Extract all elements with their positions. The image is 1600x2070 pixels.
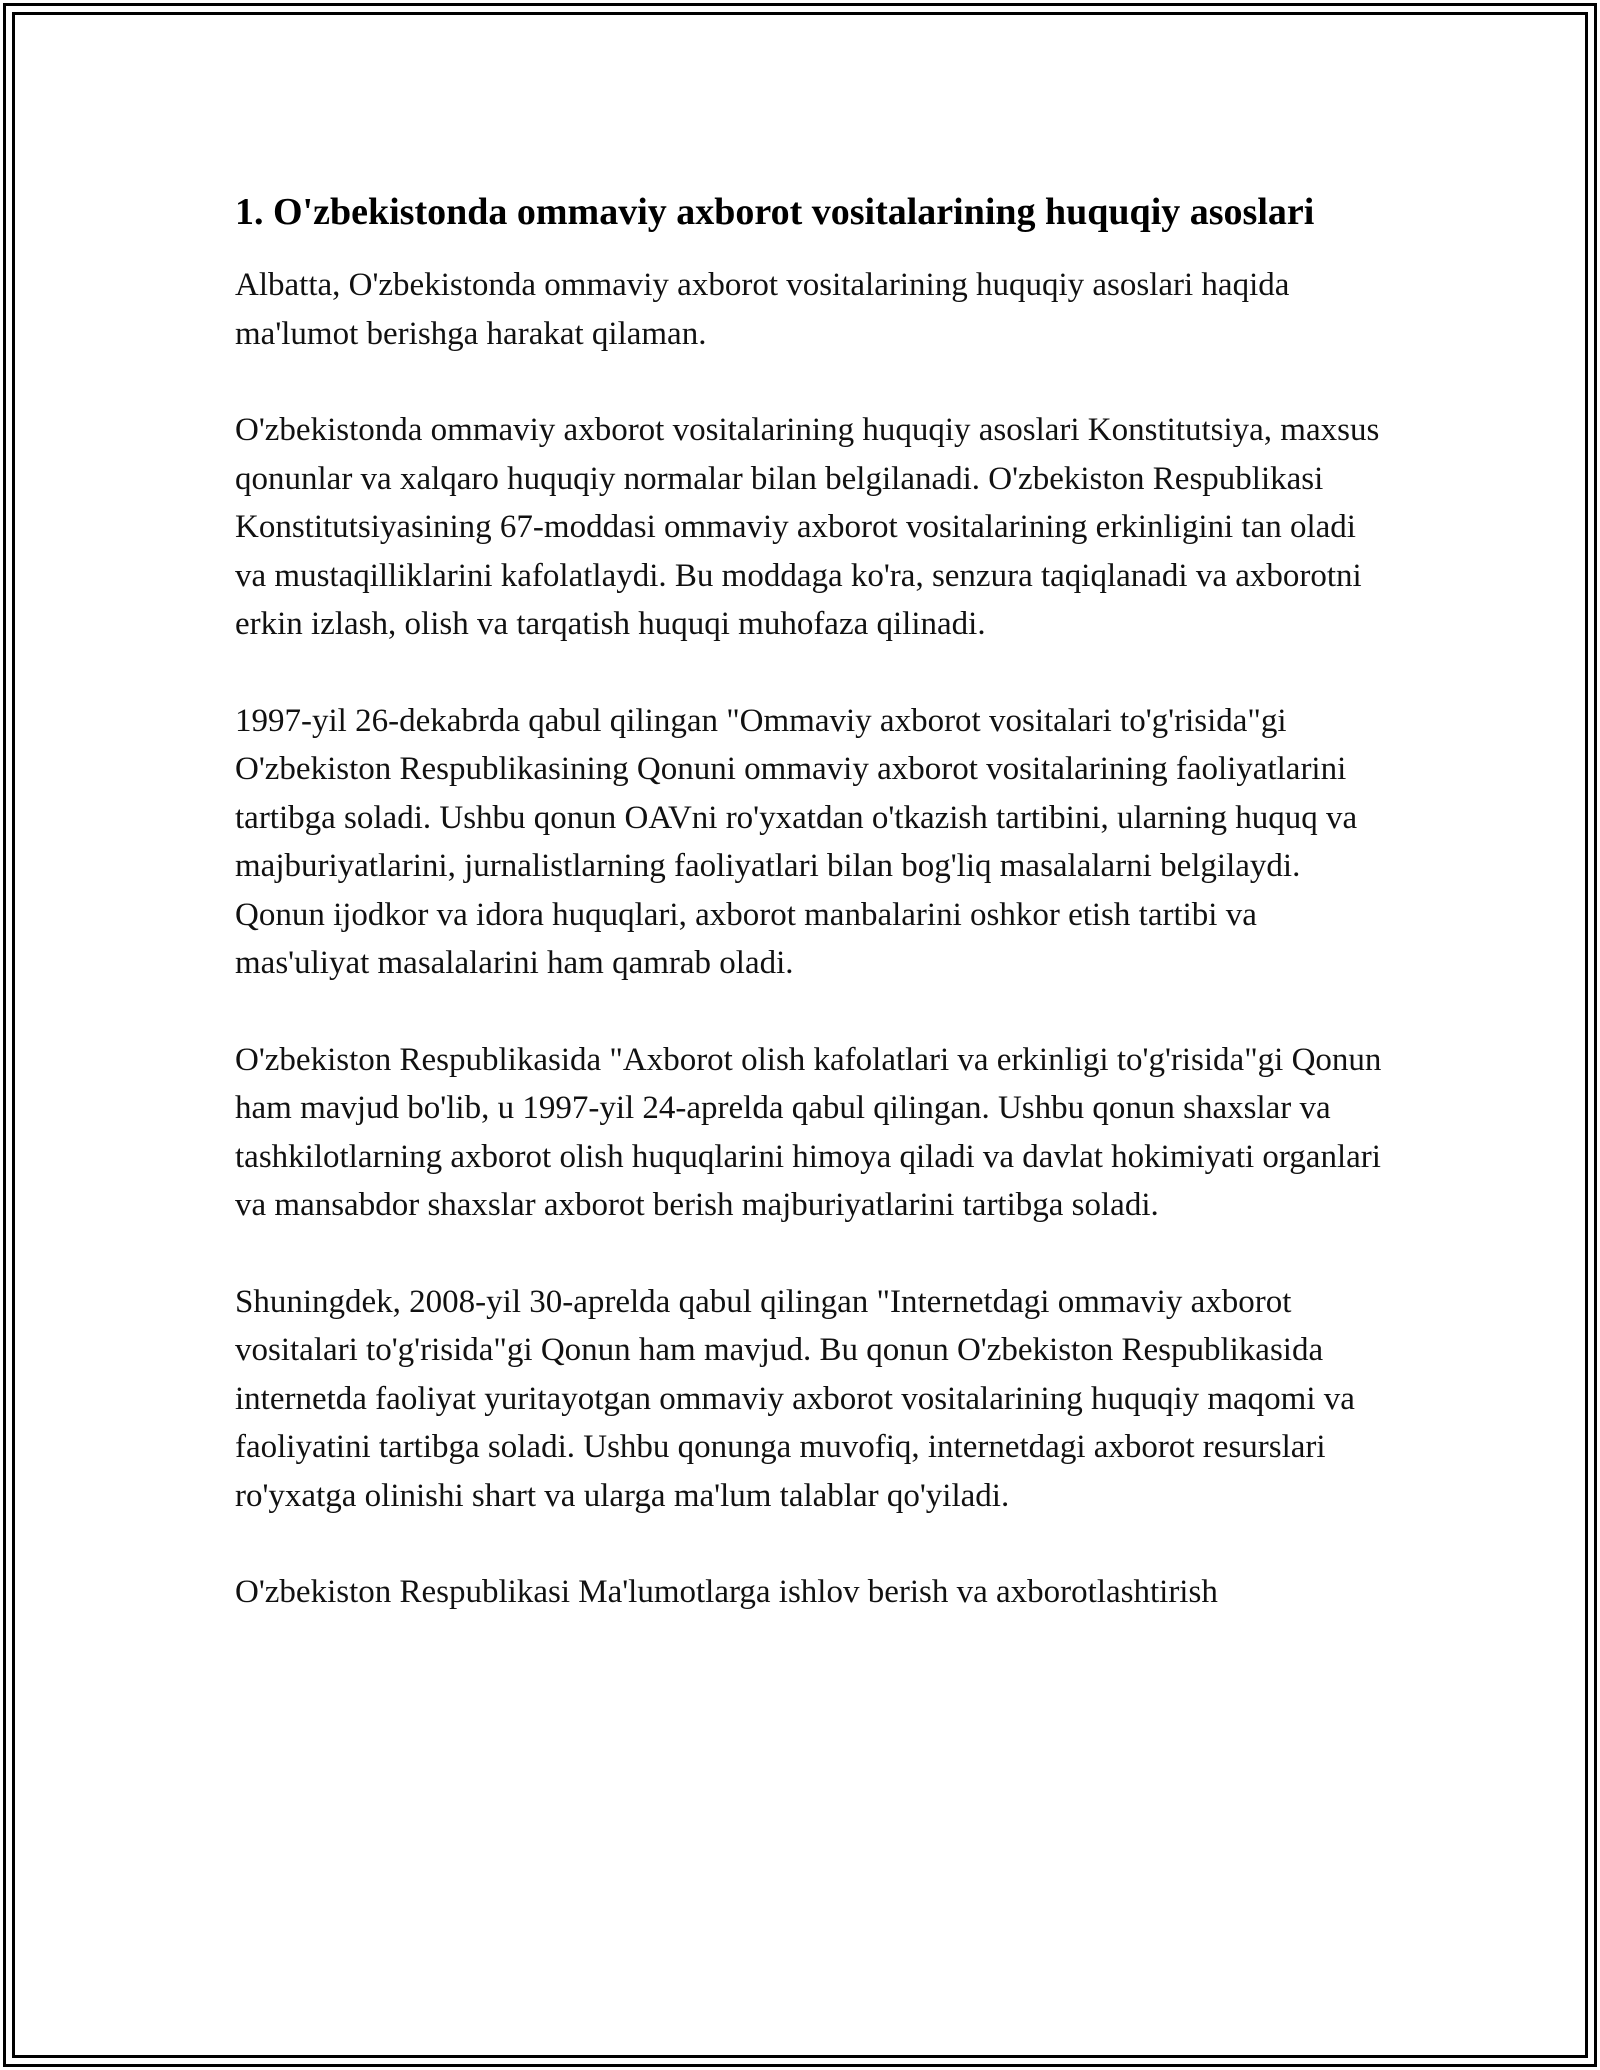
document-title: 1. O'zbekistonda ommaviy axborot vositalarining huquqiy asoslari: [235, 191, 1315, 233]
document-body: [235, 185, 1385, 1665]
paragraph-internet-media-law: Shuningdek, 2008-yil 30-aprelda qabul qilingan "Internetdagi ommaviy axborot vositalari to'g'risida"gi Qonun ham mavjud. Bu qonun O'zbekiston Respublikasida internetda faoliyat yuritayotgan ommaviy axborot vositalarining huquqiy maqomi va faoliyatini tartibga soladi. Ushbu qonunga muvofiq, internetdagi axborot resurslari ro'yxatga olinishi shart va ularga ma'lum talablar qo'yiladi.: [235, 1283, 1355, 1514]
paragraph-constitution: O'zbekistonda ommaviy axborot vositalarining huquqiy asoslari Konstitutsiya, maxsus qonunlar va xalqaro huquqiy normalar bilan belgilanadi. O'zbekiston Respublikasi Konstitutsiyasining 67-moddasi ommaviy axborot vositalarining erkinligini tan oladi va mustaqilliklarini kafolatlaydi. Bu moddaga ko'ra, senzura taqiqlanadi va axborotni erkin izlash, olish va tarqatish huquqi muhofaza qilinadi.: [235, 412, 1380, 642]
paragraph-mass-media-law: 1997-yil 26-dekabrda qabul qilingan "Ommaviy axborot vositalari to'g'risida"gi O'zbekiston Respublikasining Qonuni ommaviy axborot vositalarining faoliyatlarini tartibga soladi. Ushbu qonun OAVni ro'yxatdan o'tkazish tartibini, ularning huquq va majburiyatlarini, jurnalistlarning faoliyatlari bilan bog'liq masalalarni belgilaydi. Qonun ijodkor va idora huquqlari, axborot manbalarini oshkor etish tartibi va mas'uliyat masalalarini ham qamrab oladi.: [235, 702, 1358, 981]
paragraph-information-access-law: O'zbekiston Respublikasida "Axborot olish kafolatlari va erkinligi to'g'risida"gi Qonun ham mavjud bo'lib, u 1997-yil 24-aprelda qabul qilingan. Ushbu qonun shaxslar va tashkilotlarning axborot olish huquqlarini himoya qiladi va davlat hokimiyati organlari va mansabdor shaxslar axborot berish majburiyatlarini tartibga soladi.: [235, 1041, 1382, 1223]
paragraph-intro: Albatta, O'zbekistonda ommaviy axborot vositalarining huquqiy asoslari haqida ma'lumot berishga harakat qilaman.: [235, 267, 1290, 352]
paragraph-data-processing: O'zbekiston Respublikasi Ma'lumotlarga ishlov berish va axborotlashtirish: [235, 1574, 1218, 1610]
